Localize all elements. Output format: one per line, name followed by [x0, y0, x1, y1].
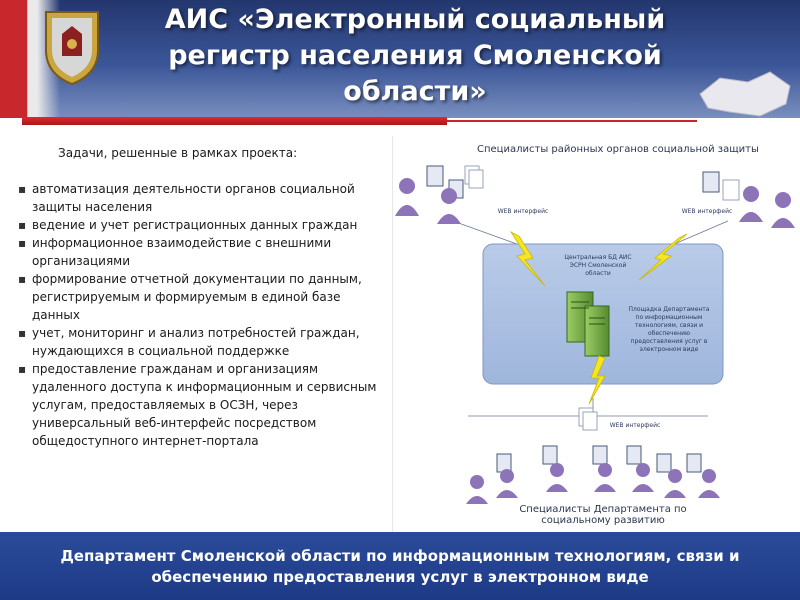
- bullet-icon: ▪: [18, 182, 27, 196]
- user-group-left: [395, 166, 483, 224]
- bullet-icon: ▪: [18, 272, 27, 286]
- platform-label: Площадка Департамента по информационным технологиям, связи и обеспечению предоставления услуг в электронном виде: [628, 306, 710, 353]
- bullet-icon: ▪: [18, 236, 27, 250]
- bottom-users-label: Специалисты Департамента по социальному развитию: [519, 504, 687, 526]
- architecture-diagram: [392, 136, 800, 532]
- list-item: [16, 324, 388, 360]
- page-title: АИС «Электронный социальный регистр населения Смоленской области»: [164, 4, 666, 107]
- task-text: информационное взаимодействие с внешними организациями: [32, 236, 332, 268]
- list-item: [16, 234, 388, 270]
- tasks-list: [16, 180, 388, 450]
- web-interface-bottom-label: WEB интерфейс: [609, 422, 661, 429]
- task-text: учет, мониторинг и анализ потребностей граждан, нуждающихся в социальной поддержке: [32, 326, 360, 358]
- list-item: [16, 216, 388, 234]
- tasks-title: Задачи, решенные в рамках проекта:: [58, 146, 298, 160]
- tasks-panel: [10, 136, 388, 536]
- task-text: предоставление гражданам и организациям удаленного доступа к информационным и сервисным услугам, предоставляемых в ОСЗН, через универсальный веб-интерфейс посредством общедоступного интернет-портала: [32, 362, 377, 448]
- footer-banner: [0, 532, 800, 600]
- user-group-right: [703, 172, 795, 228]
- web-interface-right-label: WEB интерфейс: [681, 208, 733, 215]
- list-item: [16, 360, 388, 450]
- bullet-icon: ▪: [18, 218, 27, 232]
- task-text: автоматизация деятельности органов социальной защиты населения: [32, 182, 355, 214]
- bullet-icon: ▪: [18, 326, 27, 340]
- title-clip: [0, 0, 800, 124]
- web-interface-left-label: WEB интерфейс: [497, 208, 549, 215]
- bullet-icon: ▪: [18, 362, 27, 376]
- list-item: [16, 270, 388, 324]
- user-group-bottom: [466, 408, 720, 504]
- central-db-label: Центральная БД АИС ЭСРН Смоленской области: [564, 254, 632, 277]
- diagram-canvas: [393, 136, 800, 532]
- footer-text: Департамент Смоленской области по информационным технологиям, связи и обеспечению предоставления услуг в электронном виде: [60, 547, 740, 586]
- top-users-label: Специалисты районных органов социальной защиты: [477, 144, 759, 155]
- task-text: формирование отчетной документации по данным, регистрируемым и формируемым в единой базе данных: [32, 272, 362, 322]
- red-accent-line: [447, 120, 697, 122]
- list-item: [16, 180, 388, 216]
- red-accent-bar: [22, 117, 447, 125]
- task-text: ведение и учет регистрационных данных граждан: [32, 218, 358, 232]
